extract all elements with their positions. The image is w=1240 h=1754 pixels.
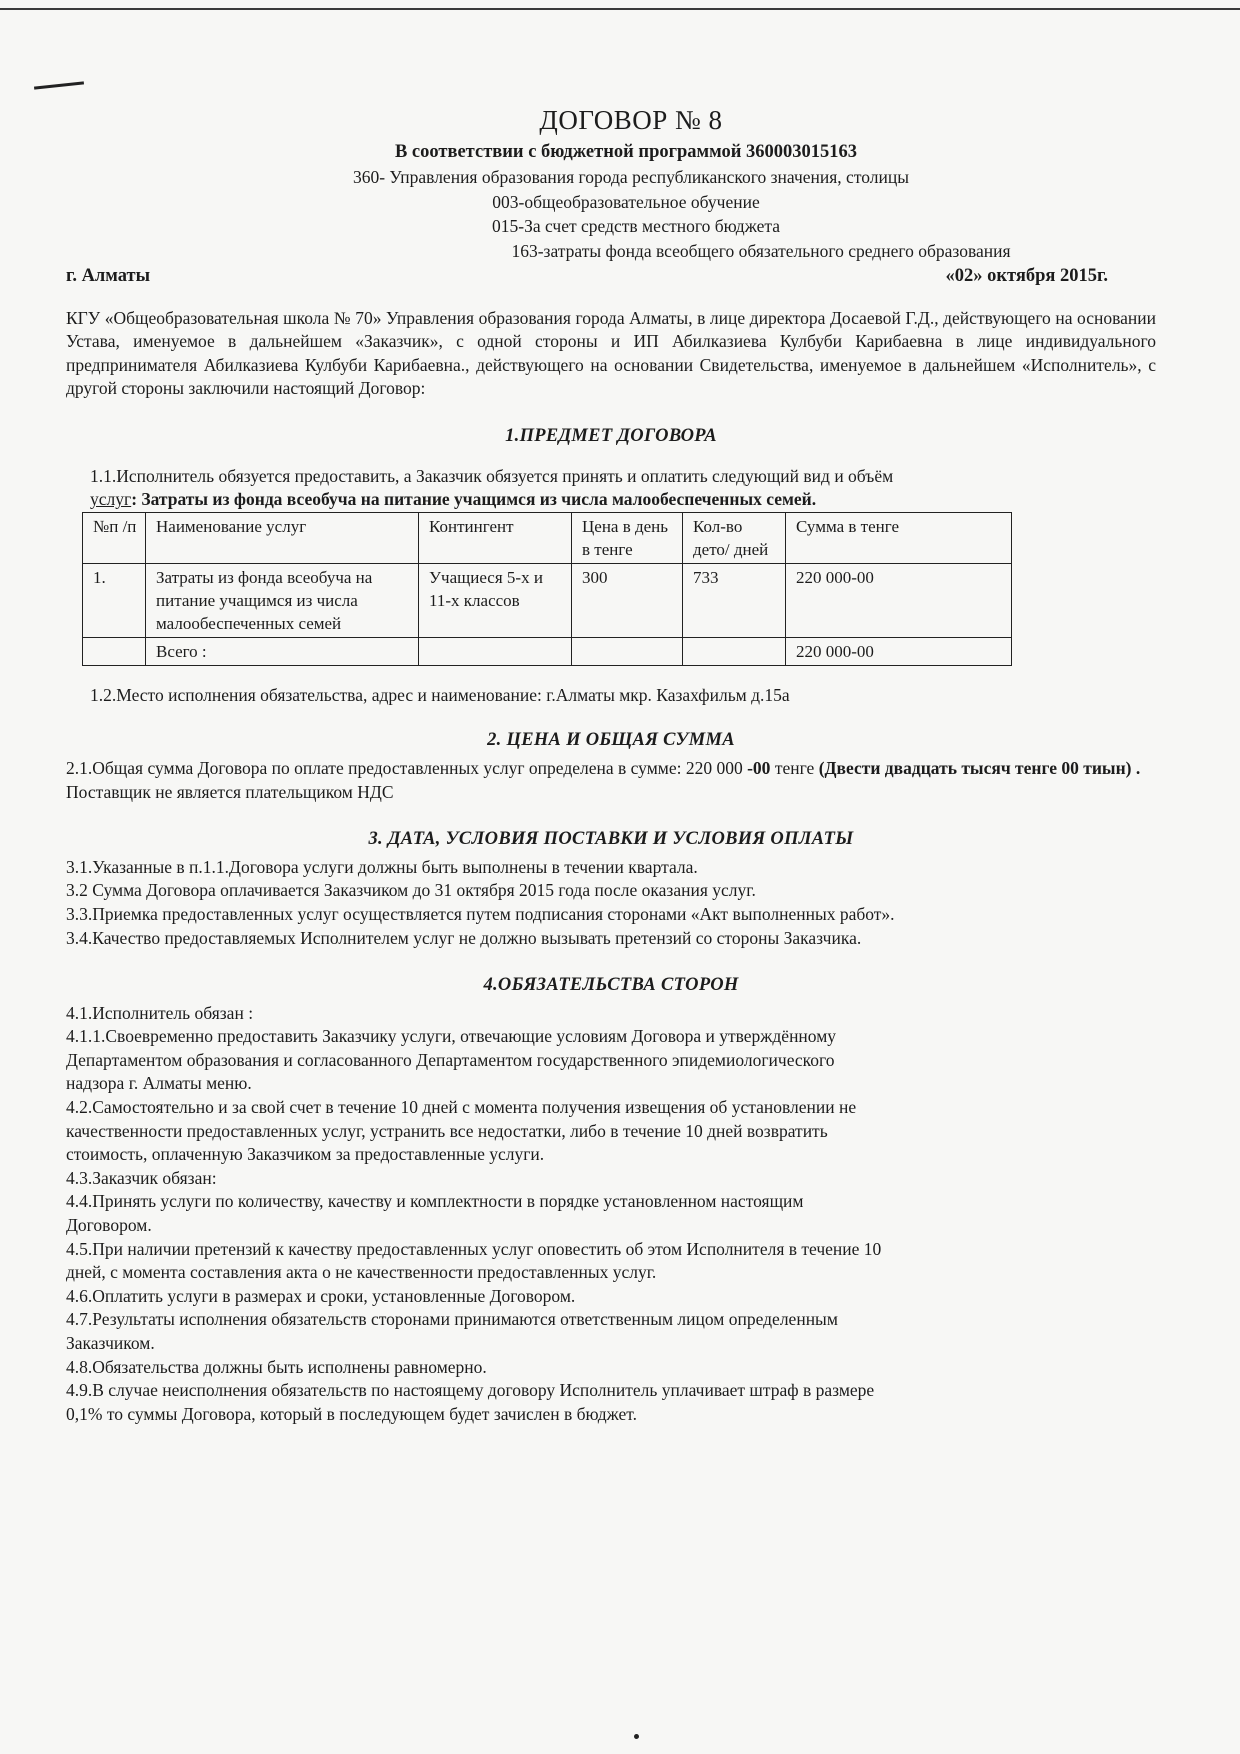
contract-date: «02» октября 2015г. [945, 266, 1108, 286]
budget-line-4: 163-затраты фонда всеобщего обязательного среднего образования [511, 240, 1011, 261]
section-4-line: стоимость, оплаченную Заказчиком за предоставленные услуги. [66, 1144, 545, 1165]
clause-1-1-services [66, 488, 1156, 512]
section-4-line: 4.5.При наличии претензий к качеству предоставленных услуг оповестить об этом Исполнителя в течение 10 [66, 1238, 882, 1259]
section-4-line: надзора г. Алматы меню. [66, 1073, 252, 1094]
header-price: Цена в день в тенге [572, 512, 683, 563]
section-4-line: 4.1.1.Своевременно предоставить Заказчику услуги, отвечающие условиям Договора и утверждённому [66, 1026, 837, 1047]
preamble: КГУ «Общеобразовательная школа № 70» Управления образования города Алматы, в лице директора Досаевой Г.Д., действующего на основании Устава, именуемое в дальнейшем «Заказчик», с одной стороны и ИП Абилказиева Кулбуби Карибаевна в лице индивидуального предпринимателя Абилказиева Кулбуби Карибаевна., действующего на основании Свидетельства, именуемое в дальнейшем «Исполнитель», с другой стороны заключили настоящий Договор: [66, 307, 1156, 399]
section-4-line: 4.3.Заказчик обязан: [66, 1167, 217, 1188]
table-row [83, 563, 1012, 637]
cell-contingent: Учащиеся 5-х и 11-х классов [419, 563, 572, 637]
budget-heading: В соответствии с бюджетной программой 360003015163 [394, 142, 858, 162]
clause-2-1-words: (Двести двадцать тысяч тенге 00 тиын) . [818, 757, 1141, 778]
budget-line-3: 015-За счет средств местного бюджета [492, 216, 780, 236]
header-service: Наименование услуг [146, 512, 419, 563]
table-header-row [83, 512, 1012, 563]
header-no: №п /п [83, 512, 146, 563]
section-4-line: 4.9.В случае неисполнения обязательств по настоящему договору Исполнитель уплачивает штраф в размере [66, 1380, 875, 1401]
section-3-title: 3. ДАТА, УСЛОВИЯ ПОСТАВКИ И УСЛОВИЯ ОПЛАТЫ [368, 829, 854, 850]
services-label: услуг [90, 489, 132, 510]
clause-2-1-kopecks: -00 [747, 757, 771, 778]
total-empty-cell [572, 637, 683, 665]
section-4-line: 4.4.Принять услуги по количеству, качеству и комплектности в порядке установленном настоящим [66, 1191, 804, 1212]
clause-2-1-currency: тенге [770, 757, 819, 778]
city: г. Алматы [66, 266, 151, 286]
pen-mark [34, 81, 84, 89]
total-empty-cell [419, 637, 572, 665]
total-label: Всего : [146, 637, 419, 665]
section-2-title: 2. ЦЕНА И ОБЩАЯ СУММА [487, 730, 735, 751]
clause-2-1 [66, 757, 1156, 781]
section-4-line: 4.6.Оплатить услуги в размерах и сроки, установленные Договором. [66, 1285, 576, 1306]
services-text: : Затраты из фонда всеобуча на питание учащимся из числа малообеспеченных семей. [131, 489, 817, 510]
section-4-line: 4.1.Исполнитель обязан : [66, 1002, 254, 1023]
clause-3-3: 3.3.Приемка предоставленных услуг осуществляется путем подписания сторонами «Акт выполненных работ». [66, 903, 895, 924]
section-4-line: Департаментом образования и согласованного Департаментом государственного эпидемиологического [66, 1049, 835, 1070]
city-date-row [66, 265, 1156, 289]
header-contingent: Контингент [419, 512, 572, 563]
cell-no: 1. [83, 563, 146, 637]
section-4-line: 4.2.Самостоятельно и за свой счет в течение 10 дней с момента получения извещения об установлении не [66, 1097, 857, 1118]
clause-3-4: 3.4.Качество предоставляемых Исполнителем услуг не должно вызывать претензий со стороны Заказчика. [66, 927, 862, 948]
table-total-row [83, 637, 1012, 665]
section-4-title: 4.ОБЯЗАТЕЛЬСТВА СТОРОН [483, 975, 739, 996]
clause-1-1-intro: 1.1.Исполнитель обязуется предоставить, а Заказчик обязуется принять и оплатить следующий вид и объём [90, 465, 894, 486]
header-sum: Сумма в тенге [786, 512, 1012, 563]
section-4-line: 4.7.Результаты исполнения обязательств сторонами принимаются ответственным лицом определенным [66, 1309, 838, 1330]
clause-3-2: 3.2 Сумма Договора оплачивается Заказчиком до 31 октября 2015 года после оказания услуг. [66, 880, 756, 901]
header-quantity: Кол-во дето/ дней [683, 512, 786, 563]
clause-3-1: 3.1.Указанные в п.1.1.Договора услуги должны быть выполнены в течении квартала. [66, 856, 698, 877]
contract-document [66, 100, 1156, 1426]
section-1-title: 1.ПРЕДМЕТ ДОГОВОРА [505, 425, 717, 446]
scan-dot [634, 1734, 639, 1739]
total-empty-cell [83, 637, 146, 665]
section-4-line: 4.8.Обязательства должны быть исполнены равномерно. [66, 1356, 487, 1377]
total-value: 220 000-00 [786, 637, 1012, 665]
total-empty-cell [683, 637, 786, 665]
clause-2-1-text: 2.1.Общая сумма Договора по оплате предоставленных услуг определена в сумме: 220 000 [66, 757, 748, 778]
cell-service: Затраты из фонда всеобуча на питание учащимся из числа малообеспеченных семей [146, 563, 419, 637]
section-4-line: 0,1% то суммы Договора, который в последующем будет зачислен в бюджет. [66, 1403, 637, 1424]
budget-line-2: 003-общеобразовательное обучение [492, 191, 760, 212]
budget-line-1: 360- Управления образования города республиканского значения, столицы [352, 167, 909, 187]
clause-1-2: 1.2.Место исполнения обязательства, адрес и наименование: г.Алматы мкр. Казахфильм д.15а [90, 684, 790, 705]
cell-price: 300 [572, 563, 683, 637]
services-table [82, 512, 1012, 666]
scan-top-edge [0, 8, 1240, 10]
vat-note: Поставщик не является плательщиком НДС [66, 781, 394, 802]
section-4-line: дней, с момента составления акта о не качественности предоставленных услуг. [66, 1262, 657, 1283]
section-4-line: Заказчиком. [66, 1333, 155, 1353]
cell-sum: 220 000-00 [786, 563, 1012, 637]
document-title: ДОГОВОР № 8 [539, 105, 723, 135]
section-4-line: Договором. [66, 1215, 152, 1236]
section-4-line: качественности предоставленных услуг, устранить все недостатки, либо в течение 10 дней возвратить [66, 1120, 828, 1141]
cell-quantity: 733 [683, 563, 786, 637]
